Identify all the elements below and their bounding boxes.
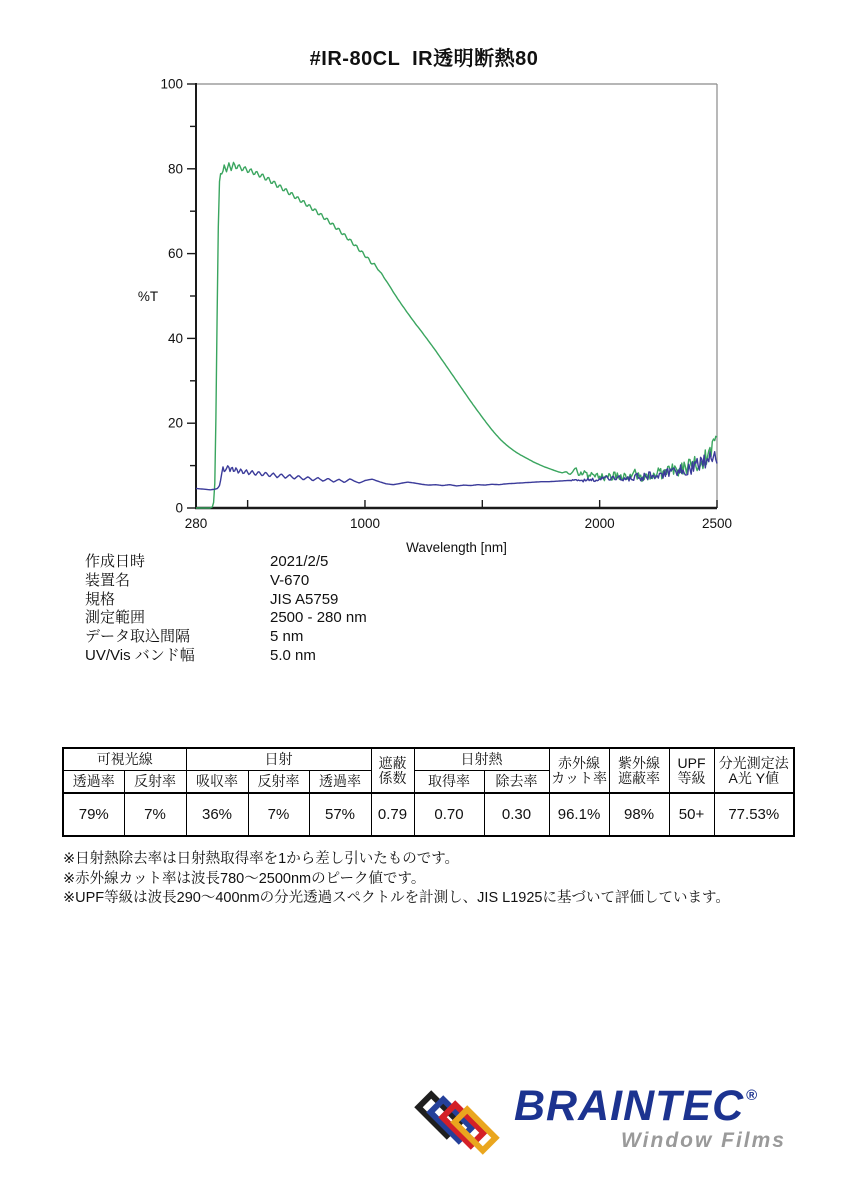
meta-row bbox=[85, 628, 367, 647]
value-cell: 50+ bbox=[669, 793, 714, 836]
meta-row bbox=[85, 572, 367, 591]
subcol-rejection-rate: 除去率 bbox=[484, 771, 549, 794]
footnote: ※UPF等級は波長290～400nmの分光透過スペクトルを計測し、JIS L1925に基づいて評価しています。 bbox=[63, 890, 730, 906]
y-tick-label: 100 bbox=[160, 76, 183, 92]
subcol-reflectance: 反射率 bbox=[248, 771, 309, 794]
results-table bbox=[62, 747, 795, 837]
value-cell: 98% bbox=[609, 793, 669, 836]
meta-label: 規格 bbox=[85, 590, 116, 608]
value-cell: 0.30 bbox=[484, 793, 549, 836]
col-uv-block-rate: 紫外線 遮蔽率 bbox=[609, 748, 669, 793]
y-tick-label: 40 bbox=[167, 330, 183, 346]
y-tick-label: 20 bbox=[167, 415, 183, 431]
value-cell: 96.1% bbox=[549, 793, 609, 836]
footnote: ※赤外線カット率は波長780～2500nmのピーク値です。 bbox=[63, 870, 426, 887]
x-axis-title: Wavelength [nm] bbox=[406, 540, 507, 555]
meta-row bbox=[85, 553, 367, 572]
meta-value: 2021/2/5 bbox=[270, 553, 329, 570]
value-cell: 79% bbox=[63, 793, 124, 836]
brand-name-text: BRAINTEC bbox=[514, 1082, 745, 1130]
registered-trademark-icon: ® bbox=[746, 1087, 759, 1104]
meta-label: データ取込間隔 bbox=[85, 628, 191, 646]
subcol-reflectance: 反射率 bbox=[124, 771, 186, 794]
value-cell: 57% bbox=[309, 793, 371, 836]
brand-logo bbox=[417, 1080, 817, 1175]
x-tick-label: 1000 bbox=[349, 516, 380, 531]
blue-curve-line bbox=[196, 452, 717, 490]
x-tick-label: 280 bbox=[184, 516, 208, 531]
col-group-solar: 日射 bbox=[186, 748, 371, 771]
footnote: ※日射熱除去率は日射熱取得率を1から差し引いたものです。 bbox=[63, 851, 460, 867]
col-ir-cut-rate: 赤外線 カット率 bbox=[549, 748, 609, 793]
brand-tagline: Window Films bbox=[621, 1129, 786, 1152]
value-cell: 0.79 bbox=[371, 793, 414, 836]
meta-label: UV/Vis バンド幅 bbox=[85, 646, 195, 664]
subcol-gain-rate: 取得率 bbox=[414, 771, 484, 794]
subcol-transmittance: 透過率 bbox=[309, 771, 371, 794]
y-tick-label: 0 bbox=[175, 500, 183, 516]
spectral-chart bbox=[100, 70, 760, 570]
meta-label: 測定範囲 bbox=[85, 609, 146, 627]
value-cell: 0.70 bbox=[414, 793, 484, 836]
value-cell: 36% bbox=[186, 793, 248, 836]
subcol-absorptance: 吸収率 bbox=[186, 771, 248, 794]
meta-row bbox=[85, 609, 367, 628]
meta-value: JIS A5759 bbox=[270, 590, 339, 608]
meta-row bbox=[85, 591, 367, 610]
measurement-meta bbox=[85, 553, 367, 666]
value-cell: 77.53% bbox=[714, 793, 794, 836]
meta-value: 5.0 nm bbox=[270, 646, 316, 664]
col-group-visible-light: 可視光線 bbox=[63, 748, 186, 771]
footnotes bbox=[63, 850, 730, 909]
meta-value: 2500 - 280 nm bbox=[270, 609, 367, 627]
value-cell: 7% bbox=[124, 793, 186, 836]
meta-value: 5 nm bbox=[270, 628, 304, 646]
subcol-transmittance: 透過率 bbox=[63, 771, 124, 794]
x-tick-label: 2000 bbox=[584, 516, 615, 531]
page-title: #IR-80CL IR透明断熱80 bbox=[309, 48, 539, 70]
col-group-solar-heat: 日射熱 bbox=[414, 748, 549, 771]
y-tick-label: 80 bbox=[167, 161, 183, 177]
x-tick-label: 2500 bbox=[701, 516, 733, 531]
col-spectro-y-value: 分光測定法 A光 Y値 bbox=[714, 748, 794, 793]
brand-name bbox=[514, 1082, 759, 1131]
col-shading-coefficient: 遮蔽 係数 bbox=[371, 748, 414, 793]
green-curve-line bbox=[196, 162, 717, 508]
y-axis-title: %T bbox=[137, 289, 159, 304]
meta-label: 装置名 bbox=[85, 571, 131, 589]
value-cell: 7% bbox=[248, 793, 309, 836]
col-upf-rating: UPF 等級 bbox=[669, 748, 714, 793]
meta-row bbox=[85, 647, 367, 666]
y-tick-label: 60 bbox=[167, 246, 183, 262]
meta-label: 作成日時 bbox=[85, 553, 146, 570]
meta-value: V-670 bbox=[270, 571, 310, 589]
